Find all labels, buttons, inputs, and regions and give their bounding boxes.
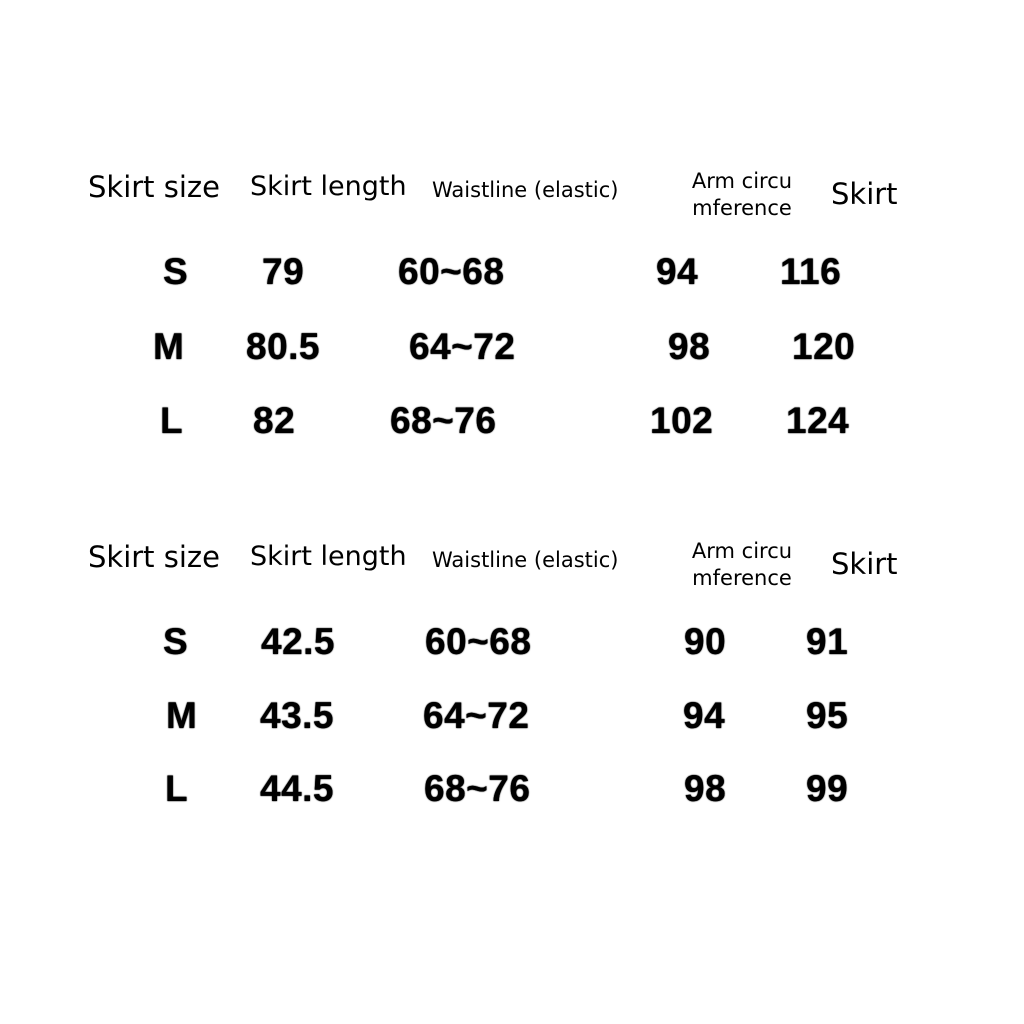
- header-skirt: Skirt: [831, 177, 898, 211]
- cell-waist: 64~72: [409, 326, 516, 367]
- cell-length: 80.5: [246, 326, 321, 367]
- cell-length: 44.5: [260, 768, 335, 809]
- cell-length: 79: [262, 251, 305, 292]
- cell-waist: 68~76: [424, 768, 531, 809]
- cell-waist: 60~68: [398, 251, 505, 292]
- cell-skirt: 124: [786, 400, 850, 441]
- cell-length: 43.5: [260, 695, 335, 736]
- cell-arm: 94: [683, 695, 726, 736]
- cell-waist: 60~68: [425, 621, 532, 662]
- cell-size: L: [160, 400, 184, 441]
- cell-arm: 98: [668, 326, 711, 367]
- cell-skirt: 120: [792, 326, 856, 367]
- cell-length: 42.5: [261, 621, 336, 662]
- header-skirt-size: Skirt size: [88, 540, 221, 574]
- cell-skirt: 95: [806, 695, 849, 736]
- size-table-1: [0, 0, 1024, 441]
- cell-arm: 94: [656, 251, 699, 292]
- cell-arm: 90: [684, 621, 727, 662]
- header-waistline: Waistline (elastic): [432, 178, 619, 202]
- cell-size: M: [166, 695, 198, 736]
- cell-length: 82: [253, 400, 296, 441]
- cell-skirt: 116: [780, 251, 842, 292]
- cell-arm: 98: [684, 768, 727, 809]
- header-skirt-length: Skirt length: [250, 541, 407, 572]
- cell-skirt: 91: [806, 621, 849, 662]
- cell-waist: 68~76: [390, 400, 497, 441]
- header-skirt-size: Skirt size: [88, 170, 221, 204]
- header-arm-circumference: Arm circu mference: [691, 169, 793, 220]
- cell-size: S: [163, 251, 189, 292]
- cell-arm: 102: [650, 400, 714, 441]
- cell-size: M: [153, 326, 185, 367]
- header-waistline: Waistline (elastic): [432, 548, 619, 572]
- size-table-2: [0, 370, 1024, 809]
- header-skirt: Skirt: [831, 547, 898, 581]
- cell-size: S: [163, 621, 189, 662]
- cell-waist: 64~72: [423, 695, 530, 736]
- header-skirt-length: Skirt length: [250, 171, 407, 202]
- cell-skirt: 99: [806, 768, 849, 809]
- cell-size: L: [165, 768, 189, 809]
- header-arm-circumference: Arm circu mference: [691, 539, 793, 590]
